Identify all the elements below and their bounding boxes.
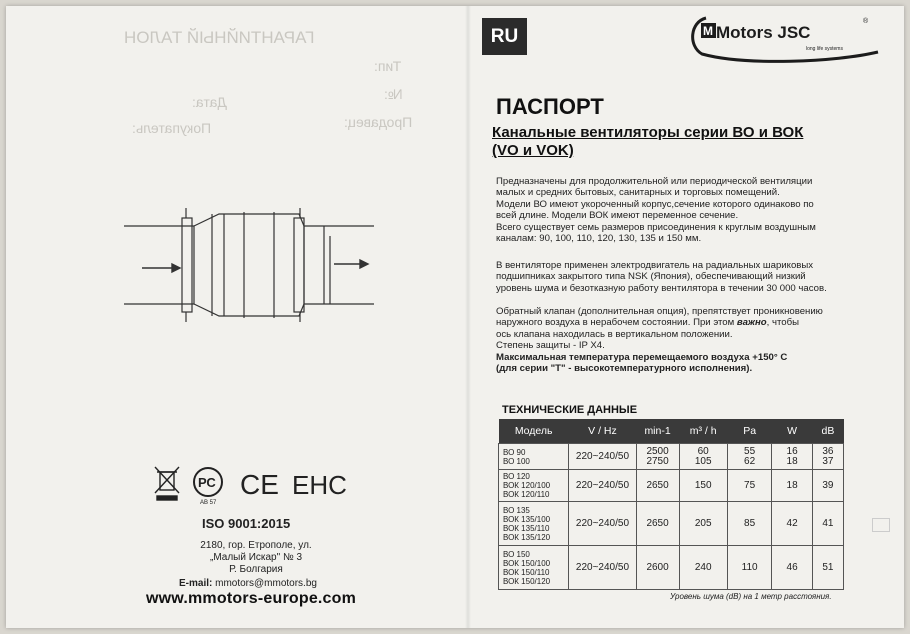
text-span: наружного воздуха в нерабочем состоянии. При этом — [496, 317, 737, 329]
model-cell: ВО 135 ВОК 135/100 ВОК 135/110 ВОК 135/120 — [499, 502, 569, 546]
col-rpm: min-1 — [636, 419, 679, 444]
svg-text:M: M — [703, 24, 713, 38]
text-line — [496, 317, 876, 328]
address-line: „Малый Искар" № 3 — [209, 552, 303, 563]
subtitle-line: (VO и VOK) — [492, 142, 574, 159]
voltage-cell: 220~240/50 — [569, 444, 636, 470]
email-line — [179, 578, 317, 589]
text-line: каналам: 90, 100, 110, 120, 130, 135 и 150 мм. — [496, 233, 702, 245]
model-cell: ВО 90 ВО 100 — [499, 444, 569, 470]
flow-cell: 205 — [679, 502, 727, 546]
faint-stamp — [872, 518, 890, 532]
text-line: уровень шума и безотказную работу вентилятора в течении 30 000 часов. — [496, 282, 827, 294]
table-row — [499, 470, 844, 502]
rpm-cell: 2600 — [636, 546, 679, 590]
col-power: W — [772, 419, 812, 444]
motor-paragraph — [496, 260, 876, 294]
weee-bin-icon — [155, 467, 179, 500]
flow-cell: 150 — [679, 470, 727, 502]
address-line: Р. Болгария — [229, 564, 283, 575]
text-line: В вентиляторе применен электродвигатель на радиальных шариковых — [496, 260, 814, 271]
address-line: 2180, гор. Етрополе, ул. — [200, 540, 312, 551]
tech-data-table — [498, 419, 844, 590]
power-cell: 42 — [772, 502, 812, 546]
table-row — [499, 546, 844, 590]
text-line: Модели ВО имеют укороченный корпус,сечение которого одинаково по — [496, 198, 814, 210]
power-cell: 46 — [772, 546, 812, 590]
text-span: , чтобы — [766, 317, 799, 329]
ghost-field-type: Тип: — [374, 58, 402, 74]
email-address: mmotors@mmotors.bg — [215, 578, 317, 589]
svg-text:AB 57: AB 57 — [200, 500, 217, 506]
noise-cell: 39 — [812, 470, 843, 502]
voltage-cell: 220~240/50 — [569, 502, 636, 546]
certification-marks — [152, 464, 352, 504]
table-header-row — [499, 419, 844, 444]
text-line: всей длине. Модели ВОК имеют переменное сечение. — [496, 210, 739, 222]
rpm-cell: 2650 — [636, 470, 679, 502]
table-row — [499, 502, 844, 546]
noise-cell: 36 37 — [812, 444, 843, 470]
ghost-title: ГАРАНТИЙНЫЙ ТАЛОН — [124, 28, 315, 47]
rpm-cell: 2500 2750 — [636, 444, 679, 470]
max-temperature: Максимальная температура перемещаемого воздуха +150° С — [496, 351, 788, 363]
website: www.mmotors-europe.com — [146, 590, 357, 607]
text-line: Всего существует семь размеров присоединения к круглым воздушным — [496, 221, 816, 233]
max-temperature-note: (для серии "Т" - высокотемпературного исполнения). — [496, 363, 753, 375]
model-cell: ВО 120 ВОК 120/100 ВОК 120/110 — [499, 470, 569, 502]
col-pressure: Pa — [727, 419, 772, 444]
ghost-field-number: №: — [384, 86, 403, 102]
ghost-field-date: Дата: — [192, 94, 227, 110]
voltage-cell: 220~240/50 — [569, 546, 636, 590]
power-cell: 18 — [772, 470, 812, 502]
language-badge: RU — [482, 18, 527, 55]
pct-mark-icon — [194, 468, 222, 506]
text-line: Предназначены для продолжительной или периодической вентиляции — [496, 176, 813, 187]
power-cell: 16 18 — [772, 444, 812, 470]
col-noise: dB — [812, 419, 843, 444]
company-address — [156, 540, 356, 576]
passport-sheet — [6, 6, 904, 628]
tech-data-heading: ТЕХНИЧЕСКИЕ ДАННЫЕ — [502, 404, 638, 416]
text-line: Обратный клапан (дополнительная опция), препятствует проникновению — [496, 306, 823, 317]
svg-text:РС: РС — [198, 475, 216, 490]
col-model: Модель — [499, 419, 569, 444]
page-title: ПАСПОРТ — [496, 94, 604, 119]
logo-tagline: long life systems — [806, 46, 843, 52]
col-flow: m³ / h — [679, 419, 727, 444]
ghost-field-seller: Продавец: — [344, 114, 413, 130]
ghost-field-buyer: Покупатель: — [132, 120, 212, 136]
registered-mark: ® — [863, 18, 869, 25]
important-word: важно — [736, 317, 767, 329]
noise-cell: 41 — [812, 502, 843, 546]
col-voltage: V / Hz — [569, 419, 636, 444]
page-fold — [465, 6, 471, 628]
page-subtitle — [492, 124, 803, 160]
text-line: ось клапана находилась в вертикальном положении. — [496, 328, 733, 340]
protection-class: Степень защиты - IP X4. — [496, 340, 605, 352]
subtitle-line: Канальные вентиляторы серии ВО и ВОК — [492, 124, 804, 141]
pressure-cell: 75 — [727, 470, 772, 502]
valve-paragraph — [496, 306, 876, 374]
text-line: малых и средних бытовых, санитарных и торговых помещений. — [496, 187, 780, 199]
noise-cell: 51 — [812, 546, 843, 590]
text-line: подшипниках закрытого типа NSK (Япония), обеспечивающий низкий — [496, 271, 806, 283]
email-label: E-mail: — [179, 578, 213, 589]
pressure-cell: 55 62 — [727, 444, 772, 470]
ce-mark-icon — [240, 469, 279, 500]
eac-mark-icon — [292, 470, 347, 500]
flow-cell: 60 105 — [679, 444, 727, 470]
description-paragraph — [496, 176, 876, 244]
logo-text: Motors JSC — [716, 23, 811, 42]
model-cell: ВО 150 ВОК 150/100 ВОК 150/110 ВОК 150/120 — [499, 546, 569, 590]
pressure-cell: 110 — [727, 546, 772, 590]
fan-diagram-icon — [124, 206, 374, 326]
svg-text:CE: CE — [240, 469, 279, 500]
rpm-cell: 2650 — [636, 502, 679, 546]
pressure-cell: 85 — [727, 502, 772, 546]
voltage-cell: 220~240/50 — [569, 470, 636, 502]
noise-note: Уровень шума (dB) на 1 метр расстояния. — [670, 592, 832, 601]
svg-text:EHC: EHC — [292, 470, 347, 500]
table-row — [499, 444, 844, 470]
iso-certificate: ISO 9001:2015 — [202, 516, 291, 531]
flow-cell: 240 — [679, 546, 727, 590]
